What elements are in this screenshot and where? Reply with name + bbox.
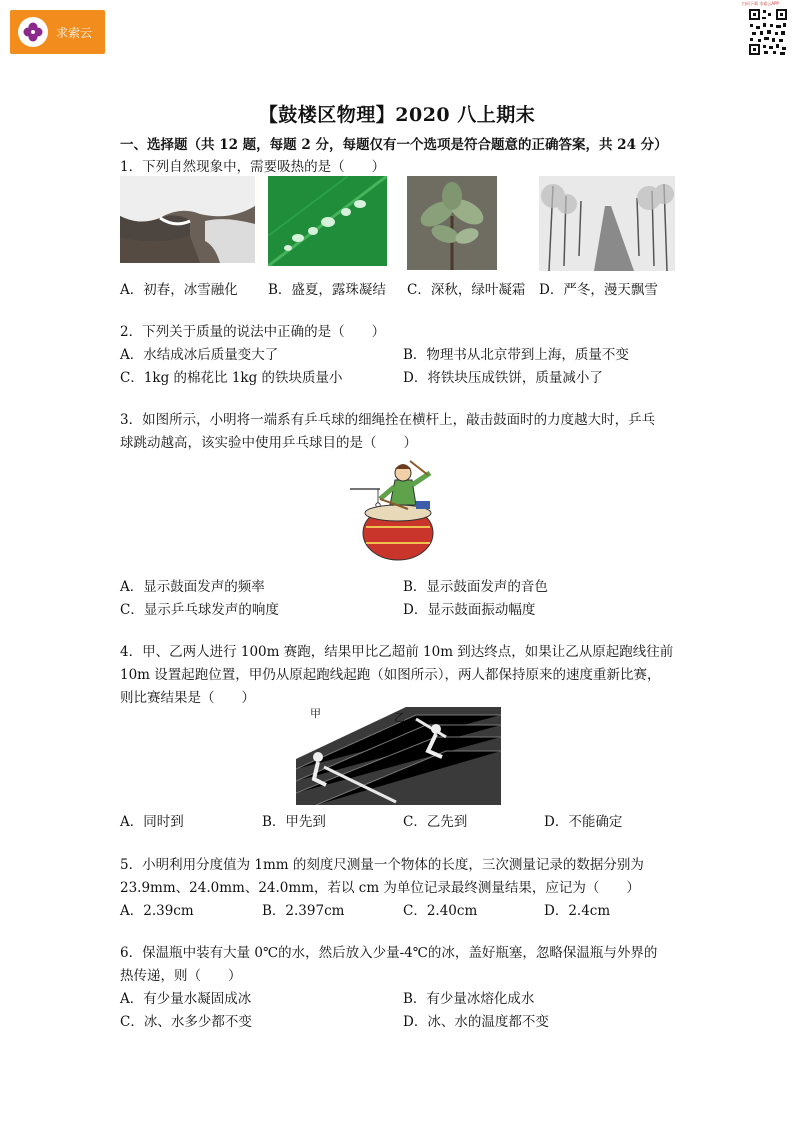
q1-option-d[interactable]: D．严冬，漫天飘雪	[539, 282, 658, 298]
q6-stem-line2: 热传递，则（ ）	[120, 968, 242, 984]
q3-option-b[interactable]: B．显示鼓面发声的音色	[403, 579, 548, 595]
q3-option-c[interactable]: C．显示乒乓球发声的响度	[120, 602, 279, 618]
q2-option-d[interactable]: D．将铁块压成铁饼，质量减小了	[403, 370, 603, 386]
q5-option-c[interactable]: C．2.40cm	[403, 903, 478, 919]
snowy-road-image	[539, 176, 675, 271]
q1-option-b[interactable]: B．盛夏，露珠凝结	[268, 282, 386, 298]
q1-option-c[interactable]: C．深秋，绿叶凝霜	[407, 282, 526, 298]
q4-option-b[interactable]: B．甲先到	[262, 814, 326, 830]
q2-option-b[interactable]: B．物理书从北京带到上海，质量不变	[403, 347, 629, 363]
q4-option-d[interactable]: D．不能确定	[544, 814, 623, 830]
melting-snow-image	[120, 176, 255, 263]
q2-option-a[interactable]: A．水结成冰后质量变大了	[120, 347, 279, 363]
clover-icon	[18, 17, 48, 47]
q4-stem-line2: 10m 设置起跑位置，甲仍从原起跑线起跑（如图所示），两人都保持原来的速度重新比赛，	[120, 667, 661, 683]
brand-logo	[10, 10, 105, 54]
q2-option-c[interactable]: C．1kg 的棉花比 1kg 的铁块质量小	[120, 370, 343, 386]
q3-option-a[interactable]: A．显示鼓面发声的频率	[120, 579, 265, 595]
q5-option-a[interactable]: A．2.39cm	[120, 903, 194, 919]
q1-option-a[interactable]: A．初春，冰雪融化	[120, 282, 238, 298]
q5-stem-line1: 5．小明利用分度值为 1mm 的刻度尺测量一个物体的长度，三次测量记录的数据分别为	[120, 857, 644, 873]
q5-stem-line2: 23.9mm、24.0mm、24.0mm，若以 cm 为单位记录最终测量结果，应记为（ ）	[120, 880, 640, 896]
qr-code-icon[interactable]	[748, 8, 788, 56]
dew-drops-image	[268, 176, 387, 266]
section-heading: 一、选择题（共 12 题，每题 2 分，每题仅有一个选项是符合题意的正确答案，共 24 分）	[120, 137, 668, 153]
q6-option-b[interactable]: B．有少量冰熔化成水	[403, 991, 535, 1007]
logo-text: 求索云	[56, 25, 93, 40]
q4-stem-line1: 4．甲、乙两人进行 100m 赛跑，结果甲比乙超前 10m 到达终点，如果让乙从原起跑线往前	[120, 644, 674, 660]
runner-yi-label: 乙	[394, 711, 405, 724]
q3-option-d[interactable]: D．显示鼓面振动幅度	[403, 602, 536, 618]
q5-option-b[interactable]: B．2.397cm	[262, 903, 345, 919]
q1-stem: 1．下列自然现象中，需要吸热的是（ ）	[120, 159, 386, 175]
q6-option-a[interactable]: A．有少量水凝固成冰	[120, 991, 252, 1007]
qr-caption: 扫码下载 求索云APP	[742, 1, 779, 6]
q3-stem-line2: 球跳动越高，该实验中使用乒乓球目的是（ ）	[120, 435, 417, 451]
race-track-figure	[296, 707, 501, 805]
q3-stem-line1: 3．如图所示，小明将一端系有乒乓球的细绳拴在横杆上，敲击鼓面时的力度越大时，乒乓	[120, 412, 656, 428]
page-title: 【鼓楼区物理】2020 八上期末	[258, 104, 536, 126]
runner-jia-label: 甲	[310, 707, 321, 720]
q4-option-c[interactable]: C．乙先到	[403, 814, 468, 830]
q2-stem: 2．下列关于质量的说法中正确的是（ ）	[120, 324, 386, 340]
frost-leaves-image	[407, 176, 497, 270]
q4-stem-line3: 则比赛结果是（ ）	[120, 690, 255, 706]
q4-option-a[interactable]: A．同时到	[120, 814, 184, 830]
q6-option-c[interactable]: C．冰、水多少都不变	[120, 1014, 252, 1030]
drum-boy-figure	[350, 455, 445, 565]
q5-option-d[interactable]: D．2.4cm	[544, 903, 611, 919]
q6-stem-line1: 6．保温瓶中装有大量 0℃的水，然后放入少量-4℃的冰，盖好瓶塞，忽略保温瓶与外界的	[120, 945, 658, 961]
q6-option-d[interactable]: D．冰、水的温度都不变	[403, 1014, 549, 1030]
